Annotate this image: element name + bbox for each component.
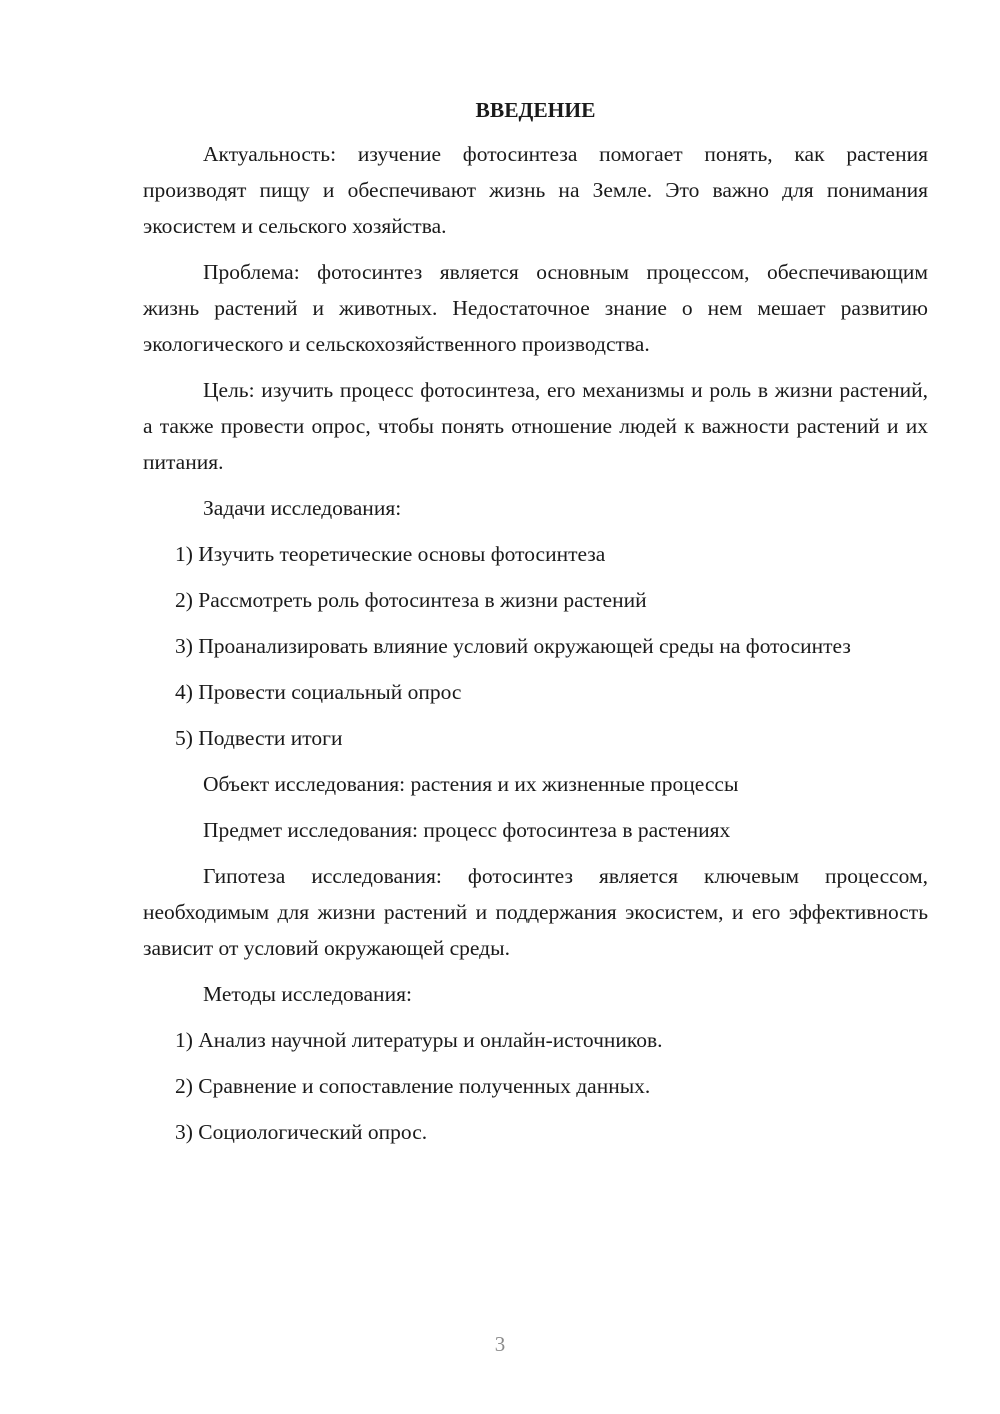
task-item: 2) Рассмотреть роль фотосинтеза в жизни растений xyxy=(175,588,647,612)
method-item: 3) Социологический опрос. xyxy=(175,1120,428,1144)
tasks-heading: Задачи исследования: xyxy=(203,496,402,520)
document-page xyxy=(143,92,928,1160)
task-item: 5) Подвести итоги xyxy=(175,726,343,750)
task-item: 4) Провести социальный опрос xyxy=(175,680,462,704)
subject-paragraph: Предмет исследования: процесс фотосинтеза в растениях xyxy=(203,818,731,842)
page-number: 3 xyxy=(494,1332,506,1356)
goal-paragraph: Цель: изучить процесс фотосинтеза, его механизмы и роль в жизни растений, а также провести опрос, чтобы понять отношение людей к важности растений и их питания. xyxy=(143,378,928,474)
methods-heading: Методы исследования: xyxy=(203,982,412,1006)
method-item: 1) Анализ научной литературы и онлайн-источников. xyxy=(175,1028,663,1052)
task-item: 3) Проанализировать влияние условий окружающей среды на фотосинтез xyxy=(175,634,851,658)
relevance-paragraph: Актуальность: изучение фотосинтеза помогает понять, как растения производят пищу и обеспечивают жизнь на Земле. Это важно для понимания экосистем и сельского хозяйства. xyxy=(143,142,928,238)
task-item: 1) Изучить теоретические основы фотосинтеза xyxy=(175,542,606,566)
problem-paragraph: Проблема: фотосинтез является основным процессом, обеспечивающим жизнь растений и животных. Недостаточное знание о нем мешает развитию экологического и сельскохозяйственного производства. xyxy=(143,260,928,356)
object-paragraph: Объект исследования: растения и их жизненные процессы xyxy=(203,772,739,796)
page-title: ВВЕДЕНИЕ xyxy=(475,98,596,122)
hypothesis-paragraph: Гипотеза исследования: фотосинтез является ключевым процессом, необходимым для жизни растений и поддержания экосистем, и его эффективность зависит от условий окружающей среды. xyxy=(143,864,928,960)
method-item: 2) Сравнение и сопоставление полученных данных. xyxy=(175,1074,651,1098)
